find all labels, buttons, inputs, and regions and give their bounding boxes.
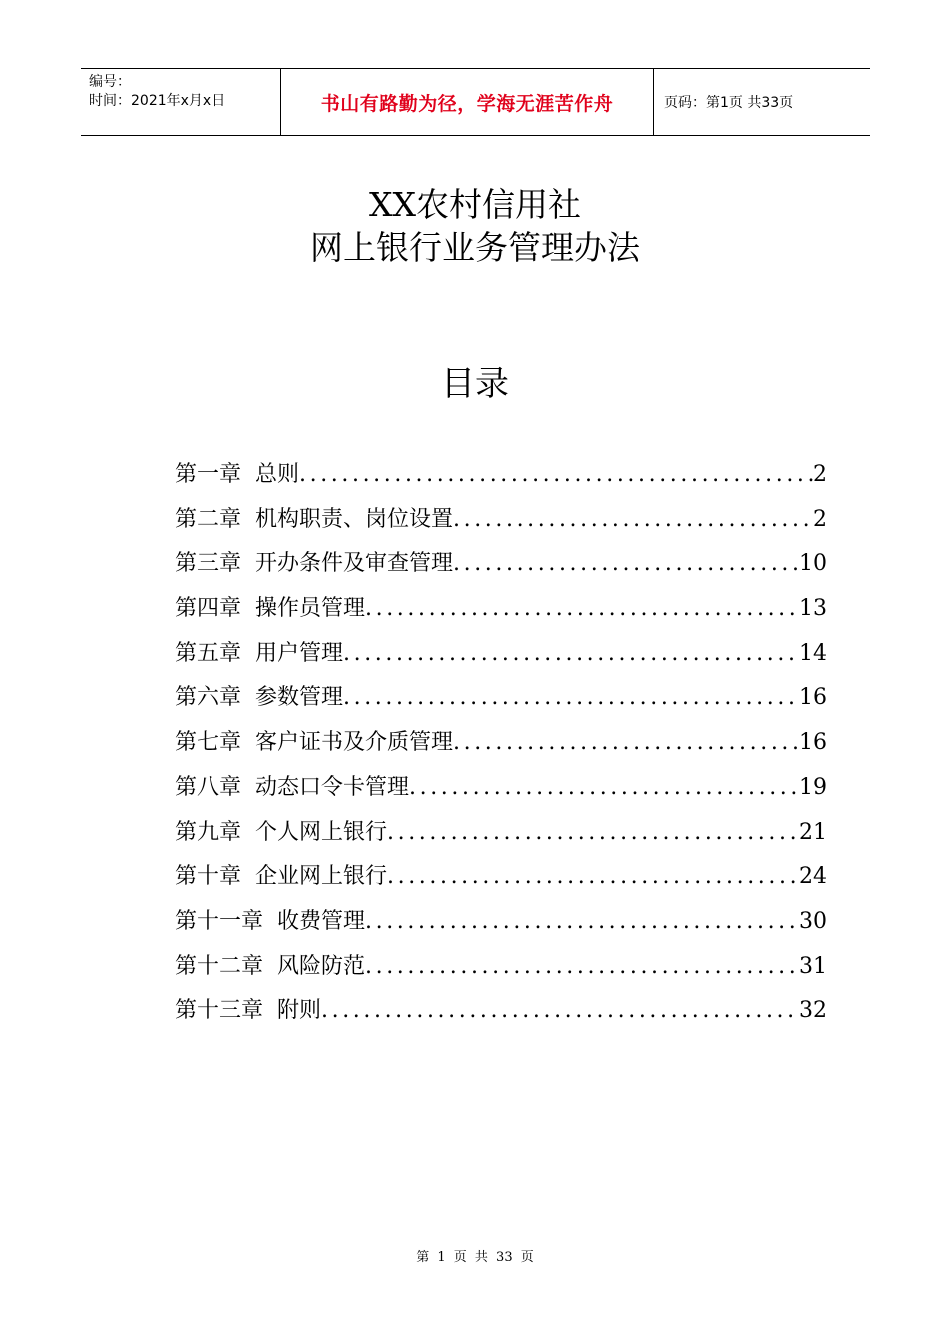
toc-entry[interactable] (175, 811, 827, 856)
toc-page-number: 32 (799, 998, 827, 1024)
document-title-line1: XX农村信用社 (369, 185, 581, 224)
toc-title: 企业网上银行 (255, 864, 388, 890)
toc-chapter: 第四章 (175, 596, 242, 622)
toc-leader (321, 989, 799, 1034)
toc-title: 客户证书及介质管理 (255, 730, 454, 756)
toc-chapter: 第一章 (175, 462, 242, 487)
toc-entry[interactable] (175, 498, 827, 543)
number-label: 编号： (89, 74, 131, 90)
toc-chapter: 第十二章 (175, 953, 264, 979)
toc-entry[interactable] (175, 855, 827, 900)
toc-leader (387, 811, 799, 856)
page-footer: 第 1 页 共 33 页 (416, 1250, 534, 1265)
toc-page-number: 31 (799, 953, 827, 979)
toc-leader (365, 900, 799, 945)
header-meta (81, 69, 281, 135)
toc-title: 收费管理 (277, 908, 366, 934)
toc-leader (365, 587, 799, 632)
toc-leader (453, 542, 799, 587)
toc-chapter: 第十三章 (175, 998, 264, 1024)
time-label: 时间：2021年x月x日 (89, 93, 226, 109)
toc-entry[interactable] (175, 632, 827, 677)
header-page-info: 页码：第1页 共33页 (664, 95, 794, 111)
toc-entry[interactable] (175, 766, 827, 811)
toc-title: 用户管理 (255, 640, 344, 666)
toc-title: 开办条件及审查管理 (255, 551, 454, 577)
toc-entry[interactable] (175, 542, 827, 587)
toc-chapter: 第十一章 (175, 908, 264, 934)
toc-chapter: 第五章 (175, 640, 242, 666)
toc-page-number: 2 (813, 462, 827, 487)
toc-leader (343, 632, 799, 677)
toc-page-number: 10 (799, 551, 827, 577)
toc-page-number: 2 (813, 506, 827, 532)
toc-page-number: 14 (799, 640, 827, 666)
toc-title: 风险防范 (277, 953, 366, 979)
toc-title: 操作员管理 (255, 596, 366, 622)
toc-title: 动态口令卡管理 (255, 774, 410, 800)
document-title-line2: 网上银行业务管理办法 (310, 228, 640, 267)
toc-entry[interactable] (175, 989, 827, 1034)
table-of-contents (175, 453, 827, 1034)
toc-page-number: 16 (799, 685, 827, 711)
toc-entry[interactable] (175, 945, 827, 990)
toc-heading: 目录 (441, 364, 509, 404)
toc-title: 参数管理 (255, 685, 344, 711)
toc-page-number: 13 (799, 596, 827, 622)
toc-entry[interactable] (175, 587, 827, 632)
toc-page-number: 21 (799, 819, 827, 845)
toc-chapter: 第二章 (175, 506, 242, 532)
toc-chapter: 第八章 (175, 774, 242, 800)
page-header (81, 68, 870, 136)
toc-leader (299, 453, 813, 498)
toc-page-number: 30 (799, 908, 827, 934)
toc-leader (409, 766, 799, 811)
toc-leader (453, 498, 813, 543)
toc-title: 总则 (255, 462, 300, 487)
toc-chapter: 第七章 (175, 730, 242, 756)
toc-page-number: 16 (799, 730, 827, 756)
toc-entry[interactable] (175, 676, 827, 721)
toc-title: 附则 (277, 998, 322, 1024)
toc-page-number: 19 (799, 774, 827, 800)
toc-chapter: 第三章 (175, 551, 242, 577)
toc-leader (343, 676, 799, 721)
toc-chapter: 第六章 (175, 685, 242, 711)
toc-entry[interactable] (175, 900, 827, 945)
toc-entry[interactable] (175, 453, 827, 498)
toc-page-number: 24 (799, 864, 827, 890)
toc-leader (387, 855, 799, 900)
header-motto: 书山有路勤为径，学海无涯苦作舟 (281, 69, 654, 135)
toc-title: 机构职责、岗位设置 (255, 506, 454, 532)
toc-chapter: 第九章 (175, 819, 242, 845)
toc-leader (453, 721, 799, 766)
toc-chapter: 第十章 (175, 864, 242, 890)
toc-leader (365, 945, 799, 990)
toc-title: 个人网上银行 (255, 819, 388, 845)
toc-entry[interactable] (175, 721, 827, 766)
